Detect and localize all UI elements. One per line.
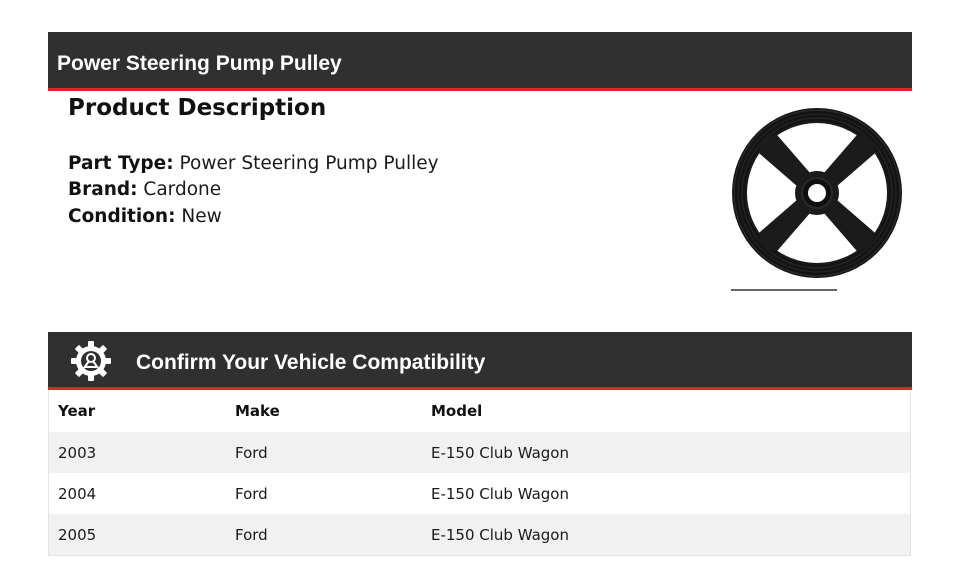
column-header-make: Make xyxy=(235,402,280,420)
cell-year: 2004 xyxy=(58,484,97,503)
product-description-heading: Product Description xyxy=(68,95,327,121)
gear-icon xyxy=(70,340,112,382)
table-row xyxy=(49,514,911,556)
spec-part-type xyxy=(68,151,439,177)
column-header-model: Model xyxy=(431,402,483,420)
table-row xyxy=(49,432,911,473)
cell-model: E-150 Club Wagon xyxy=(431,484,569,503)
cell-make: Ford xyxy=(235,525,268,544)
spec-value: Power Steering Pump Pulley xyxy=(179,153,439,174)
compatibility-title: Confirm Your Vehicle Compatibility xyxy=(136,351,486,374)
cell-model: E-150 Club Wagon xyxy=(431,443,569,462)
column-header-year: Year xyxy=(58,402,96,420)
spec-value: Cardone xyxy=(143,179,222,201)
spec-condition xyxy=(68,204,439,230)
cell-model: E-150 Club Wagon xyxy=(431,525,569,544)
spec-list xyxy=(68,151,439,230)
table-row xyxy=(49,473,911,514)
pulley-product-image xyxy=(728,104,906,296)
cell-year: 2003 xyxy=(58,443,97,462)
compatibility-bar xyxy=(48,332,912,390)
cell-make: Ford xyxy=(235,443,268,462)
cell-make: Ford xyxy=(235,484,268,503)
spec-label: Condition: xyxy=(68,205,176,227)
cell-year: 2005 xyxy=(58,525,97,544)
table-header-row xyxy=(49,390,911,432)
product-title: Power Steering Pump Pulley xyxy=(57,52,342,75)
product-title-bar xyxy=(48,32,912,91)
spec-label: Brand: xyxy=(68,179,138,201)
compatibility-table xyxy=(48,390,911,556)
spec-label: Part Type: xyxy=(68,153,174,174)
spec-brand xyxy=(68,177,439,203)
spec-value: New xyxy=(181,205,222,227)
